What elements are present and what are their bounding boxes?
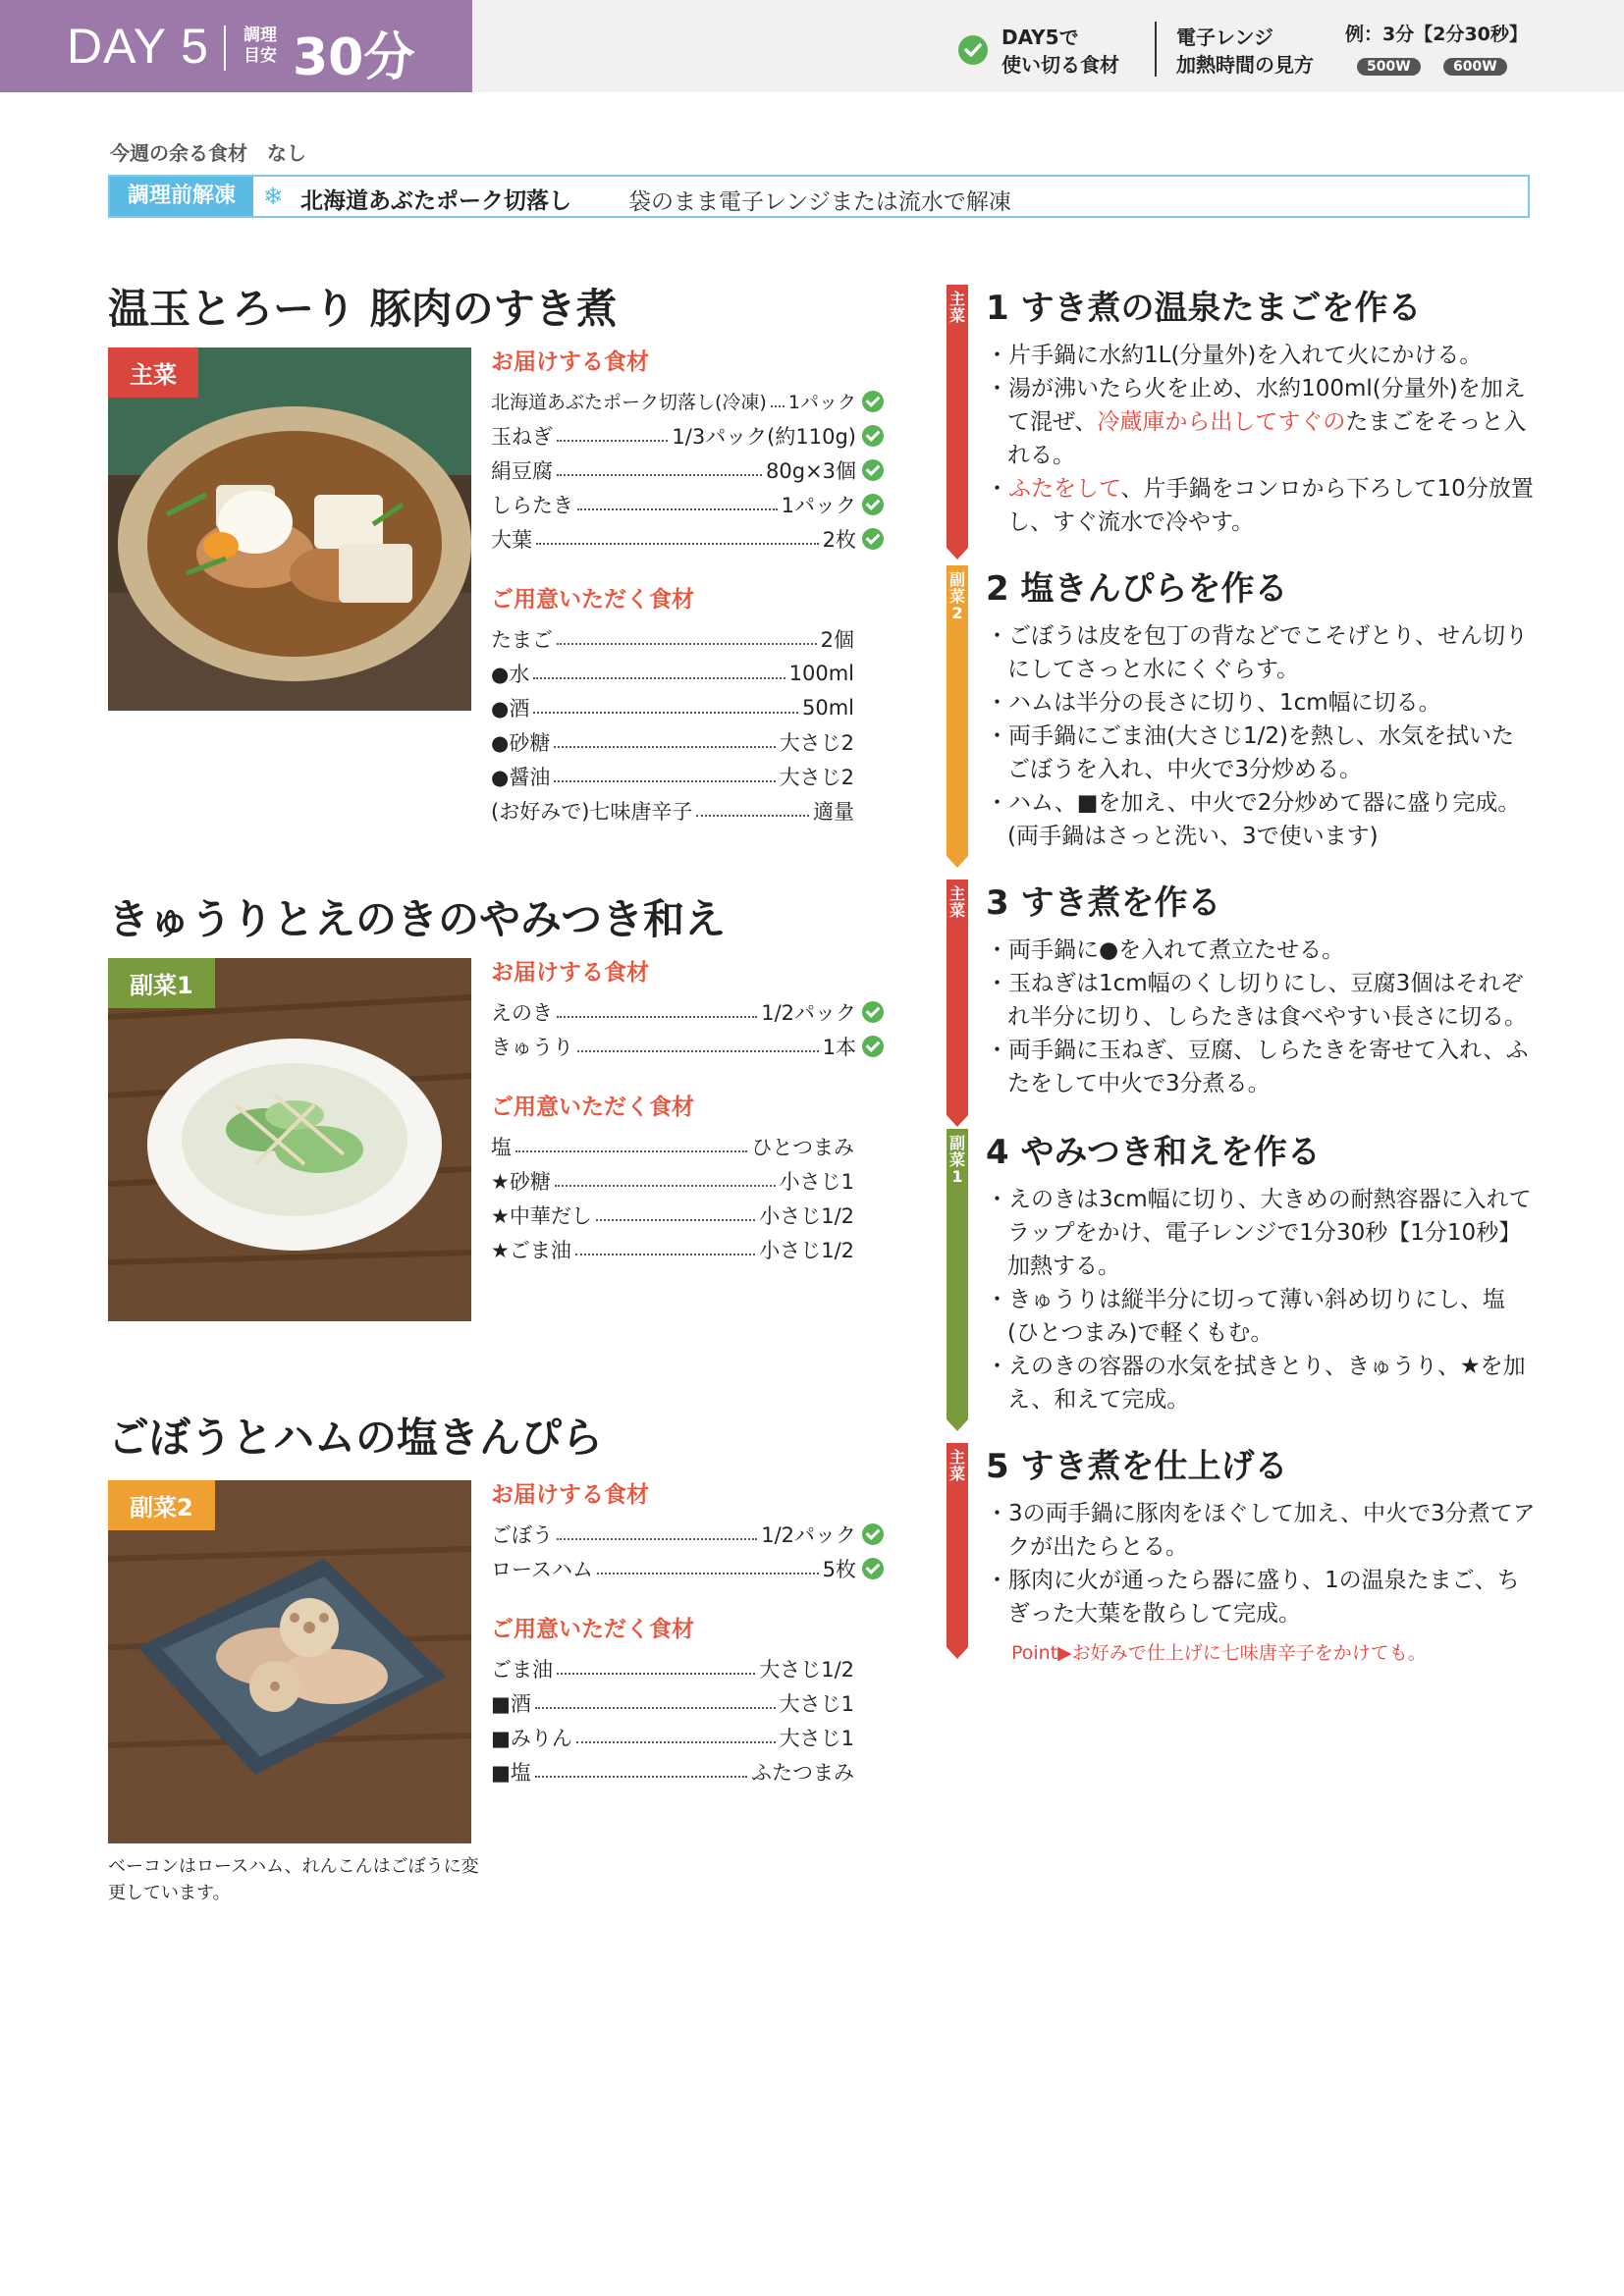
step-bar (947, 880, 968, 1115)
snowflake-icon: ❄ (263, 183, 284, 210)
list-item (491, 1685, 854, 1720)
ingredient-amount: 100ml (788, 661, 854, 685)
step-bar (947, 285, 968, 548)
ingredient-name: 北海道あぶたポーク切落し(冷凍) (491, 392, 767, 413)
step (986, 876, 1536, 1100)
ingredient-amount: ふたつまみ (751, 1760, 854, 1785)
list-item (491, 690, 854, 724)
step (986, 561, 1536, 853)
check-icon (862, 425, 884, 447)
list-item (491, 724, 854, 759)
step-title: 4 やみつき和えを作る (986, 1133, 1321, 1172)
list-item (491, 1163, 854, 1198)
check-icon (862, 1523, 884, 1545)
ingredient-amount: 大さじ2 (779, 730, 854, 755)
watt-600-badge: 600W (1443, 58, 1507, 76)
list-item (491, 1198, 854, 1232)
ingredient-name: たまご (491, 627, 553, 652)
ingredient-name: きゅうり (491, 1035, 573, 1059)
ingredient-amount: 小さじ1/2 (759, 1238, 854, 1262)
ingredient-name: 絹豆腐 (491, 458, 553, 483)
check-icon (862, 494, 884, 515)
list-item (491, 1129, 854, 1163)
check-icon (862, 1036, 884, 1057)
ingredient-name: ●醤油 (491, 765, 551, 789)
microwave-example: 例：3分【2分30秒】 (1345, 24, 1528, 45)
step-line: ・えのきの容器の水気を拭きとり、きゅうり、★を加え、和えて完成。 (986, 1354, 1526, 1413)
step-line: ・両手鍋にごま油(大さじ1/2)を熱し、水気を拭いたごぼうを入れ、中火で3分炒める。 (986, 723, 1514, 782)
step-title: 1 すき煮の温泉たまごを作る (986, 289, 1422, 328)
step-line: ・ハムは半分の長さに切り、1cm幅に切る。 (986, 690, 1441, 716)
check-icon (862, 459, 884, 481)
ingredient-name: 大葉 (491, 527, 532, 552)
prepare-list (491, 1129, 854, 1266)
list-item (491, 384, 884, 418)
delivered-heading: お届けする食材 (491, 1482, 649, 1508)
step-bar (947, 1129, 968, 1419)
step-line: ・両手鍋に●を入れて煮立たせる。 (986, 937, 1345, 963)
check-icon (862, 1558, 884, 1579)
legend-use-line2: 使い切る食材 (1001, 53, 1119, 77)
list-item (491, 1517, 884, 1551)
step-line: ・ごぼうは皮を包丁の背などでこそげとり、せん切りにしてさっと水にくぐらす。 (986, 623, 1528, 682)
step-line: ・両手鍋に玉ねぎ、豆腐、しらたきを寄せて入れ、ふたをして中火で3分煮る。 (986, 1038, 1529, 1096)
prepare-list (491, 621, 854, 828)
ingredient-name: ■みりん (491, 1726, 572, 1750)
list-item (491, 418, 884, 453)
check-icon (862, 391, 884, 412)
ingredient-name: ★ごま油 (491, 1238, 571, 1262)
ingredient-amount: 1パック (787, 392, 856, 413)
divider (1155, 22, 1157, 77)
ingredient-amount: 5枚 (822, 1557, 856, 1581)
step-line: ・湯が沸いたら火を止め、水約100ml(分量外)を加えて混ぜ、冷蔵庫から出してすぐのたまごをそっと入れる。 (986, 376, 1527, 468)
list-item (491, 994, 884, 1029)
watt-500-badge: 500W (1357, 58, 1421, 76)
thaw-item: 北海道あぶたポーク切落し (300, 188, 571, 214)
leftover-note: 今週の余る食材 なし (110, 141, 306, 165)
list-item (491, 656, 854, 690)
ingredient-name: 塩 (491, 1135, 512, 1159)
recipe-title: きゅうりとえのきのやみつき和え (108, 895, 727, 943)
step-line: ・ふたをして、片手鍋をコンロから下ろして10分放置し、すぐ流水で冷やす。 (986, 476, 1534, 535)
step-title: 3 すき煮を作る (986, 883, 1221, 923)
check-icon (862, 528, 884, 550)
prepare-heading: ご用意いただく食材 (491, 587, 694, 613)
header-bar (0, 0, 1624, 92)
delivered-list (491, 384, 884, 556)
legend-use-up (1001, 24, 1119, 79)
legend-micro-line1: 電子レンジ (1176, 26, 1273, 49)
ingredient-amount: 50ml (801, 695, 854, 720)
list-item (491, 521, 884, 556)
delivered-list (491, 994, 884, 1063)
ingredient-name: ●水 (491, 662, 530, 686)
prepare-heading: ご用意いただく食材 (491, 1095, 694, 1120)
ingredient-amount: 大さじ1 (779, 1691, 854, 1716)
step-title: 2 塩きんぴらを作る (986, 569, 1288, 609)
recipe-title: 温玉とろーり 豚肉のすき煮 (108, 285, 618, 333)
recipe-photo (108, 1480, 471, 1843)
step (986, 1125, 1536, 1416)
ingredient-name: ごま油 (491, 1657, 553, 1682)
step-bar (947, 1443, 968, 1647)
step (986, 1439, 1536, 1665)
check-icon (862, 1001, 884, 1023)
step-body (986, 1497, 1536, 1630)
step-category: 主菜 (948, 1448, 965, 1483)
list-item (491, 793, 854, 828)
list-item (491, 1720, 854, 1754)
ingredient-amount: 小さじ1/2 (759, 1203, 854, 1228)
substitution-note: ベーコンはロースハム、れんこんはごぼうに変更しています。 (108, 1856, 479, 1903)
step-body (986, 934, 1536, 1100)
ingredient-amount: 1本 (822, 1035, 856, 1059)
step-category: 主菜 (948, 290, 965, 325)
ingredients-panel (491, 344, 884, 828)
recipe-photo (108, 958, 471, 1321)
prepare-heading: ご用意いただく食材 (491, 1617, 694, 1642)
ingredient-amount: 2枚 (822, 527, 856, 552)
ingredient-name: ■酒 (491, 1691, 531, 1716)
thaw-tag: 調理前解凍 (110, 177, 253, 216)
thaw-method: 袋のまま電子レンジまたは流水で解凍 (628, 189, 1011, 215)
ingredient-name: ★砂糖 (491, 1169, 551, 1194)
point-tip: Point▶お好みで仕上げに七味唐辛子をかけても。 (1011, 1642, 1427, 1664)
list-item (491, 1651, 854, 1685)
time-caption: 調理目安 (244, 26, 277, 66)
step-category: 副菜2 (948, 570, 965, 622)
ingredient-name: (お好みで)七味唐辛子 (491, 799, 693, 824)
step-body (986, 619, 1536, 853)
delivered-heading: お届けする食材 (491, 349, 649, 375)
step-line: ・えのきは3cm幅に切り、大きめの耐熱容器に入れてラップをかけ、電子レンジで1分30秒【1分10秒】加熱する。 (986, 1187, 1532, 1279)
step-category: 副菜1 (948, 1134, 965, 1186)
ingredient-amount: 80g×3個 (765, 458, 856, 483)
step-line: ・片手鍋に水約1L(分量外)を入れて火にかける。 (986, 343, 1483, 368)
ingredient-name: 玉ねぎ (491, 424, 553, 449)
divider (224, 26, 226, 71)
category-badge: 副菜2 (108, 1480, 215, 1530)
day-banner (0, 0, 472, 92)
ingredients-panel (491, 1476, 884, 1789)
prepare-list (491, 1651, 854, 1789)
ingredient-name: ■塩 (491, 1760, 531, 1785)
list-item (491, 1551, 884, 1585)
thaw-box (108, 175, 1530, 218)
ingredient-name: ごぼう (491, 1522, 553, 1547)
ingredient-amount: 1/3パック(約110g) (672, 424, 856, 449)
category-badge: 主菜 (108, 347, 198, 398)
step-bar (947, 565, 968, 856)
ingredient-amount: 1パック (781, 493, 856, 517)
step-body (986, 1183, 1536, 1416)
ingredient-amount: ひとつまみ (751, 1135, 854, 1159)
list-item (491, 1232, 854, 1266)
ingredient-amount: 大さじ1/2 (759, 1657, 854, 1682)
day-label: DAY 5 (67, 19, 209, 74)
ingredient-name: えのき (491, 1000, 553, 1025)
ingredient-amount: 1/2パック (761, 1000, 856, 1025)
step-line: ・きゅうりは縦半分に切って薄い斜め切りにし、塩(ひとつまみ)で軽くもむ。 (986, 1287, 1505, 1346)
step-line: ・ハム、■を加え、中火で2分炒めて器に盛り完成。(両手鍋はさっと洗い、3で使います) (986, 790, 1521, 849)
list-item (491, 487, 884, 521)
cook-time: 30分 (293, 28, 415, 87)
step-title: 5 すき煮を仕上げる (986, 1447, 1288, 1486)
step-body (986, 339, 1536, 539)
ingredient-name: ★中華だし (491, 1203, 592, 1228)
ingredient-name: しらたき (491, 493, 573, 517)
ingredient-name: ●砂糖 (491, 730, 551, 755)
ingredient-amount: 2個 (820, 627, 854, 652)
ingredient-name: ●酒 (491, 696, 530, 721)
step-category: 主菜 (948, 884, 965, 920)
step-line: ・3の両手鍋に豚肉をほぐして加え、中火で3分煮てアクが出たらとる。 (986, 1501, 1536, 1560)
step-line: ・豚肉に火が通ったら器に盛り、1の温泉たまご、ちぎった大葉を散らして完成。 (986, 1568, 1520, 1627)
list-item (491, 453, 884, 487)
legend-use-line1: DAY5で (1001, 26, 1079, 49)
ingredient-amount: 大さじ1 (779, 1726, 854, 1750)
recipe-title: ごぼうとハムの塩きんぴら (108, 1414, 604, 1462)
list-item (491, 759, 854, 793)
category-badge: 副菜1 (108, 958, 215, 1008)
step (986, 281, 1536, 539)
recipe-photo (108, 347, 471, 711)
ingredient-amount: 小さじ1 (779, 1169, 854, 1194)
list-item (491, 1029, 884, 1063)
delivered-heading: お届けする食材 (491, 960, 649, 986)
ingredient-amount: 1/2パック (761, 1522, 856, 1547)
legend-microwave (1176, 24, 1314, 79)
list-item (491, 1754, 854, 1789)
ingredient-amount: 適量 (813, 799, 854, 824)
step-line: ・玉ねぎは1cm幅のくし切りにし、豆腐3個はそれぞれ半分に切り、しらたきは食べやすい長さに切る。 (986, 971, 1527, 1030)
delivered-list (491, 1517, 884, 1585)
check-icon (958, 35, 988, 65)
ingredient-amount: 大さじ2 (779, 765, 854, 789)
list-item (491, 621, 854, 656)
ingredient-name: ロースハム (491, 1557, 593, 1581)
ingredients-panel (491, 954, 884, 1266)
legend-micro-line2: 加熱時間の見方 (1176, 53, 1314, 77)
